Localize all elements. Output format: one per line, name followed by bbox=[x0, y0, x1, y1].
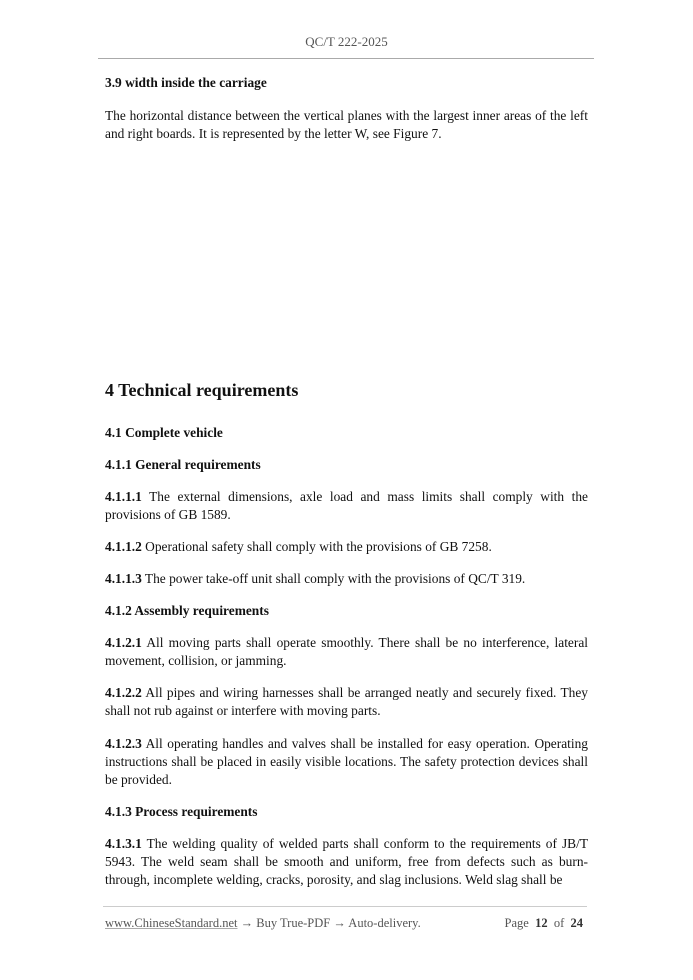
clause-4-1-1-1 bbox=[105, 488, 588, 524]
clause-number: 4.1.1.1 bbox=[105, 489, 142, 504]
header-divider bbox=[98, 58, 594, 59]
section-4-1-3-heading: 4.1.3 Process requirements bbox=[105, 804, 258, 819]
footer-promo-text: → Buy True-PDF → Auto-delivery. bbox=[237, 916, 421, 930]
clause-4-1-2-3 bbox=[105, 735, 588, 789]
footer-divider bbox=[103, 906, 587, 907]
of-label: of bbox=[553, 916, 565, 930]
clause-text: The power take-off unit shall comply with the provisions of QC/T 319. bbox=[141, 571, 526, 586]
clause-4-1-3-1 bbox=[105, 835, 588, 889]
clause-text: Operational safety shall comply with the provisions of GB 7258. bbox=[141, 539, 492, 554]
footer-promo bbox=[105, 916, 421, 931]
section-4-1-2-heading: 4.1.2 Assembly requirements bbox=[105, 603, 269, 618]
page-indicator bbox=[505, 916, 583, 931]
clause-text: All operating handles and valves shall be installed for easy operation. Operating instructions shall be placed in easily visible locations. The safety protection devices shall be provided. bbox=[105, 736, 588, 787]
clause-text: The welding quality of welded parts shall conform to the requirements of JB/T 5943. The weld seam shall be smooth and uniform, free from defects such as burn-through, incomplete welding, cracks, porosity, and slag inclusions. Weld slag shall be bbox=[105, 836, 588, 887]
total-pages: 24 bbox=[570, 916, 583, 930]
clause-4-1-2-1 bbox=[105, 634, 588, 670]
section-4-heading: 4 Technical requirements bbox=[105, 380, 299, 400]
document-id-header: QC/T 222-2025 bbox=[305, 34, 388, 49]
clause-number: 4.1.2.1 bbox=[105, 635, 142, 650]
clause-number: 4.1.1.3 bbox=[105, 571, 142, 586]
section-4-1-1-heading: 4.1.1 General requirements bbox=[105, 457, 261, 472]
clause-number: 4.1.3.1 bbox=[105, 836, 142, 851]
clause-4-1-2-2 bbox=[105, 684, 588, 720]
clause-number: 4.1.2.2 bbox=[105, 685, 142, 700]
section-3-9-heading: 3.9 width inside the carriage bbox=[105, 75, 267, 90]
page-number: 12 bbox=[535, 916, 548, 930]
clause-text: The external dimensions, axle load and mass limits shall comply with the provisions of GB 1589. bbox=[105, 489, 588, 522]
section-3-9-text: The horizontal distance between the vertical planes with the largest inner areas of the left and right boards. It is represented by the letter W, see Figure 7. bbox=[105, 108, 588, 141]
chinesestandard-link[interactable]: www.ChineseStandard.net bbox=[105, 916, 238, 930]
page-label: Page bbox=[504, 916, 529, 930]
clause-text: All pipes and wiring harnesses shall be arranged neatly and securely fixed. They shall not rub against or interfere with moving parts. bbox=[105, 685, 588, 718]
clause-text: All moving parts shall operate smoothly. There shall be no interference, lateral movement, collision, or jamming. bbox=[105, 635, 588, 668]
clause-number: 4.1.2.3 bbox=[105, 736, 142, 751]
clause-4-1-1-2 bbox=[105, 538, 588, 556]
section-4-1-heading: 4.1 Complete vehicle bbox=[105, 425, 223, 440]
clause-4-1-1-3 bbox=[105, 570, 588, 588]
clause-number: 4.1.1.2 bbox=[105, 539, 142, 554]
